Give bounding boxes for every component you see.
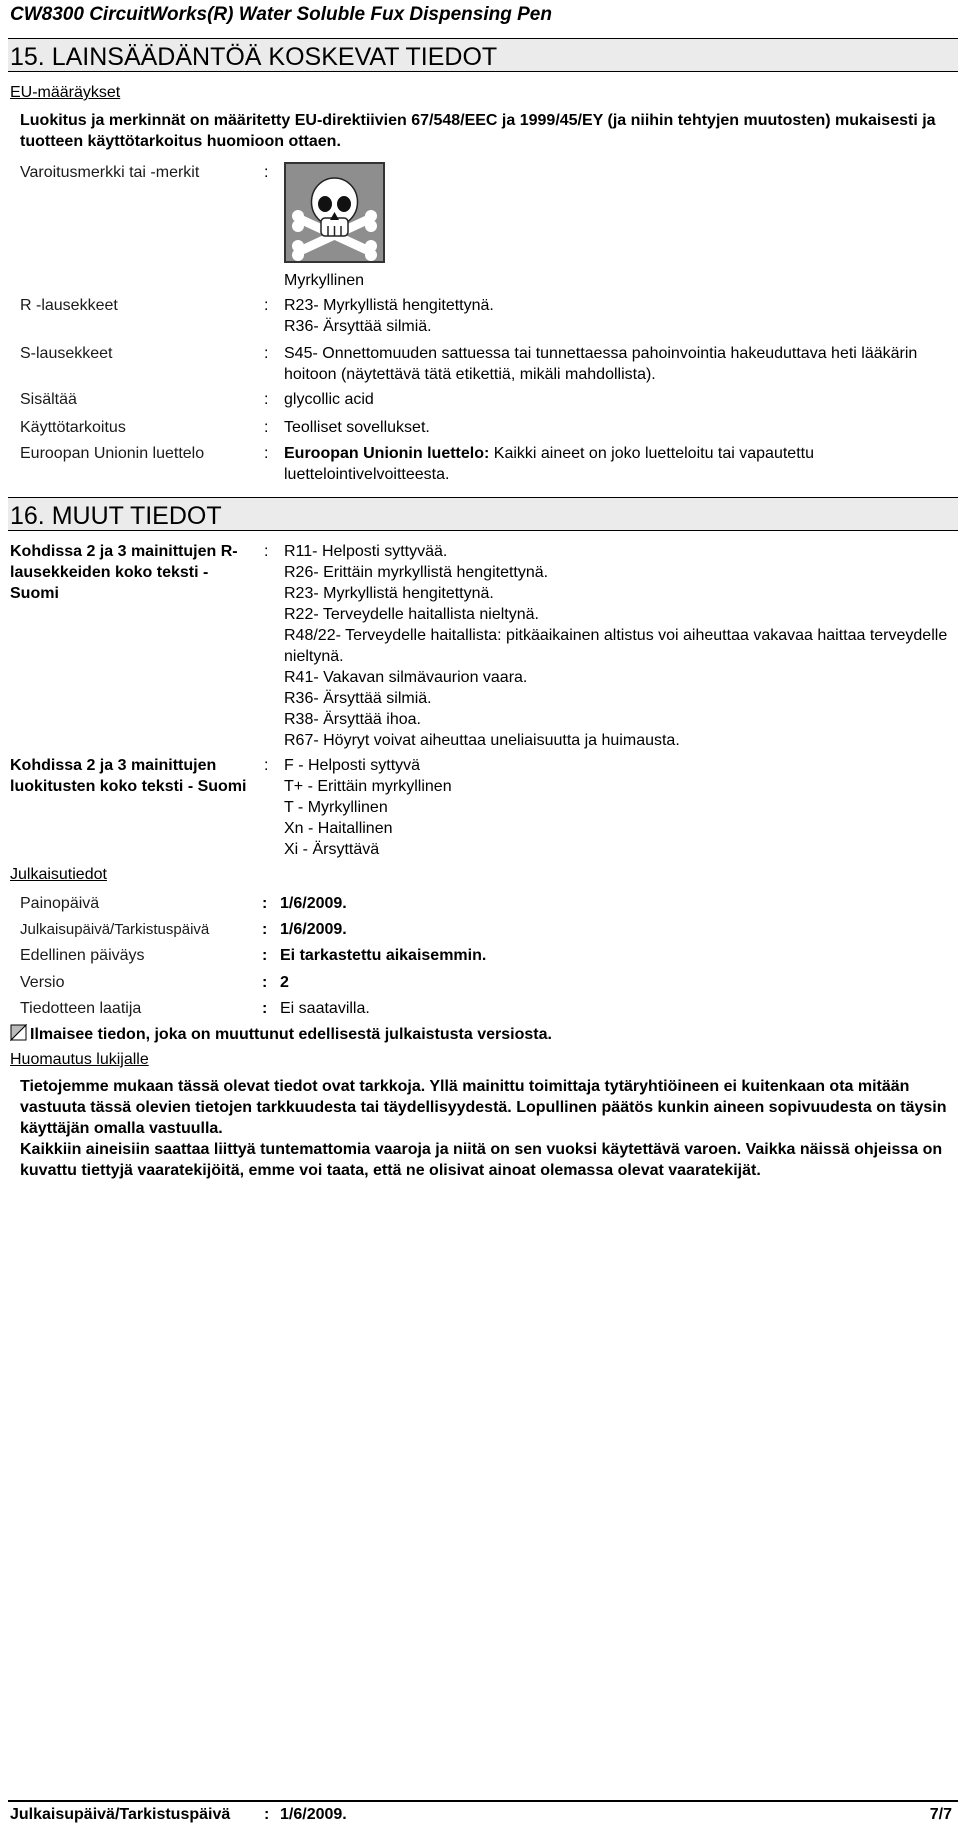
section-16-title: 16. MUUT TIEDOT xyxy=(10,502,222,530)
s-phrases-label: S-lausekkeet xyxy=(20,345,113,362)
r-phrase-full-item: R38- Ärsyttää ihoa. xyxy=(284,711,421,728)
publication-info-heading: Julkaisutiedot xyxy=(10,866,107,883)
label-colon: : xyxy=(264,445,269,462)
change-marker-note: Ilmaisee tiedon, joka on muuttunut edellisestä julkaistusta versiosta. xyxy=(30,1026,552,1043)
r-phrase-item: R36- Ärsyttää silmiä. xyxy=(284,318,432,335)
label-colon: : xyxy=(264,164,269,181)
intended-use-label: Käyttötarkoitus xyxy=(20,419,126,436)
contains-label: Sisältää xyxy=(20,391,77,408)
classification-item: Xn - Haitallinen xyxy=(284,820,393,837)
eu-inventory-value-label: Euroopan Unionin luettelo: xyxy=(284,445,490,462)
eu-regulations-subheading: EU-määräykset xyxy=(10,84,121,101)
print-date-value: 1/6/2009. xyxy=(280,895,347,912)
r-phrase-full-item: R26- Erittäin myrkyllistä hengitettynä. xyxy=(284,564,549,581)
previous-date-value: Ei tarkastettu aikaisemmin. xyxy=(280,947,487,964)
footer-colon: : xyxy=(264,1806,270,1823)
section-15-heading-bar xyxy=(8,38,958,72)
section-16-heading-bar xyxy=(8,497,958,531)
classification-item: T - Myrkyllinen xyxy=(284,799,388,816)
label-colon: : xyxy=(264,757,269,774)
version-value: 2 xyxy=(280,974,289,991)
eu-intro-paragraph: Luokitus ja merkinnät on määritetty EU-direktiivien 67/548/EEC ja 1999/45/EY (ja niihin tehtyjen muutosten) mukaisesti ja tuotteen käyttötarkoitus huomioon ottaen. xyxy=(20,112,936,150)
reader-notice-paragraph-2: Kaikkiin aineisiin saattaa liittyä tuntemattomia vaaroja ja niitä on sen vuoksi käytettävä varoen. Vaikka näissä ohjeissa on kuvattu tiettyjä vaaratekijöitä, emme voi taata, että ne olisivat ainoat olemassa olevat vaaratekijät. xyxy=(20,1141,943,1179)
footer-revision-date: 1/6/2009. xyxy=(280,1806,347,1823)
footer-divider xyxy=(8,1800,958,1802)
previous-date-label: Edellinen päiväys xyxy=(20,947,145,964)
section-15-title: 15. LAINSÄÄDÄNTÖÄ KOSKEVAT TIEDOT xyxy=(10,43,498,71)
warning-symbols-label: Varoitusmerkki tai -merkit xyxy=(20,164,200,181)
label-colon: : xyxy=(264,391,269,408)
r-phrases-full-text-list xyxy=(284,541,950,751)
print-date-label: Painopäivä xyxy=(20,895,100,912)
r-phrase-full-item: R11- Helposti syttyvää. xyxy=(284,543,448,560)
footer-revision-label: Julkaisupäivä/Tarkistuspäivä xyxy=(10,1806,231,1823)
label-colon: : xyxy=(264,543,269,560)
eu-inventory-value-text: Kaikki aineet on joko luetteloitu tai vapautettu luettelointivelvoitteesta. xyxy=(284,445,814,483)
change-marker-icon xyxy=(10,1024,27,1041)
r-phrases-full-text-label: Kohdissa 2 ja 3 mainittujen R-lausekkeiden koko teksti - Suomi xyxy=(10,543,238,602)
contains-value: glycollic acid xyxy=(284,391,374,408)
r-phrase-full-item: R22- Terveydelle haitallista nieltynä. xyxy=(284,606,539,623)
document-header-title: CW8300 CircuitWorks(R) Water Soluble Fux Dispensing Pen xyxy=(10,4,552,25)
revision-date-label: Julkaisupäivä/Tarkistuspäivä xyxy=(20,921,210,938)
classification-item: T+ - Erittäin myrkyllinen xyxy=(284,778,452,795)
r-phrase-item: R23- Myrkyllistä hengitettynä. xyxy=(284,297,494,314)
classification-full-text-list xyxy=(284,755,950,860)
skull-crossbones-icon xyxy=(284,162,385,263)
reader-notice-paragraph-1: Tietojemme mukaan tässä olevat tiedot ovat tarkkoja. Yllä mainittu toimittaja tytäryhtiöineen ei kuitenkaan ota mitään vastuuta tässä olevien tietojen tarkkuudesta tai täydellisyydestä. Lopullinen päätös kunkin aineen sopivuudesta on täysin käyttäjän omalla vastuulla. xyxy=(20,1078,947,1137)
label-colon: : xyxy=(264,345,269,362)
label-colon: : xyxy=(262,921,268,938)
label-colon: : xyxy=(262,895,268,912)
reader-notice-heading: Huomautus lukijalle xyxy=(10,1051,149,1068)
r-phrase-full-item: R67- Höyryt voivat aiheuttaa uneliaisuutta ja huimausta. xyxy=(284,732,680,749)
s-phrases-text: S45- Onnettomuuden sattuessa tai tunnettaessa pahoinvointia hakeuduttava heti lääkärin hoitoon (näytettävä tätä etikettiä, mikäli mahdollista). xyxy=(284,345,918,383)
r-phrase-full-item: R36- Ärsyttää silmiä. xyxy=(284,690,432,707)
r-phrase-full-item: R48/22- Terveydelle haitallista: pitkäaikainen altistus voi aiheuttaa vakavaa haittaa terveydelle nieltynä. xyxy=(284,627,948,665)
intended-use-value: Teolliset sovellukset. xyxy=(284,419,430,436)
r-phrases-list xyxy=(284,295,950,337)
eu-inventory-label: Euroopan Unionin luettelo xyxy=(20,445,205,462)
label-colon: : xyxy=(264,297,269,314)
label-colon: : xyxy=(262,974,268,991)
version-label: Versio xyxy=(20,974,65,991)
eu-inventory-value xyxy=(284,443,950,485)
classification-item: F - Helposti syttyvä xyxy=(284,757,421,774)
pictogram-caption: Myrkyllinen xyxy=(284,272,365,289)
label-colon: : xyxy=(262,947,268,964)
r-phrase-full-item: R23- Myrkyllistä hengitettynä. xyxy=(284,585,494,602)
label-colon: : xyxy=(262,1000,268,1017)
revision-date-value: 1/6/2009. xyxy=(280,921,347,938)
classification-full-text-label: Kohdissa 2 ja 3 mainittujen luokitusten koko teksti - Suomi xyxy=(10,757,247,795)
label-colon: : xyxy=(264,419,269,436)
author-label: Tiedotteen laatija xyxy=(20,1000,142,1017)
r-phrases-label: R -lausekkeet xyxy=(20,297,118,314)
author-value: Ei saatavilla. xyxy=(280,1000,370,1017)
r-phrase-full-item: R41- Vakavan silmävaurion vaara. xyxy=(284,669,528,686)
page-number: 7/7 xyxy=(929,1806,952,1823)
classification-item: Xi - Ärsyttävä xyxy=(284,841,380,858)
